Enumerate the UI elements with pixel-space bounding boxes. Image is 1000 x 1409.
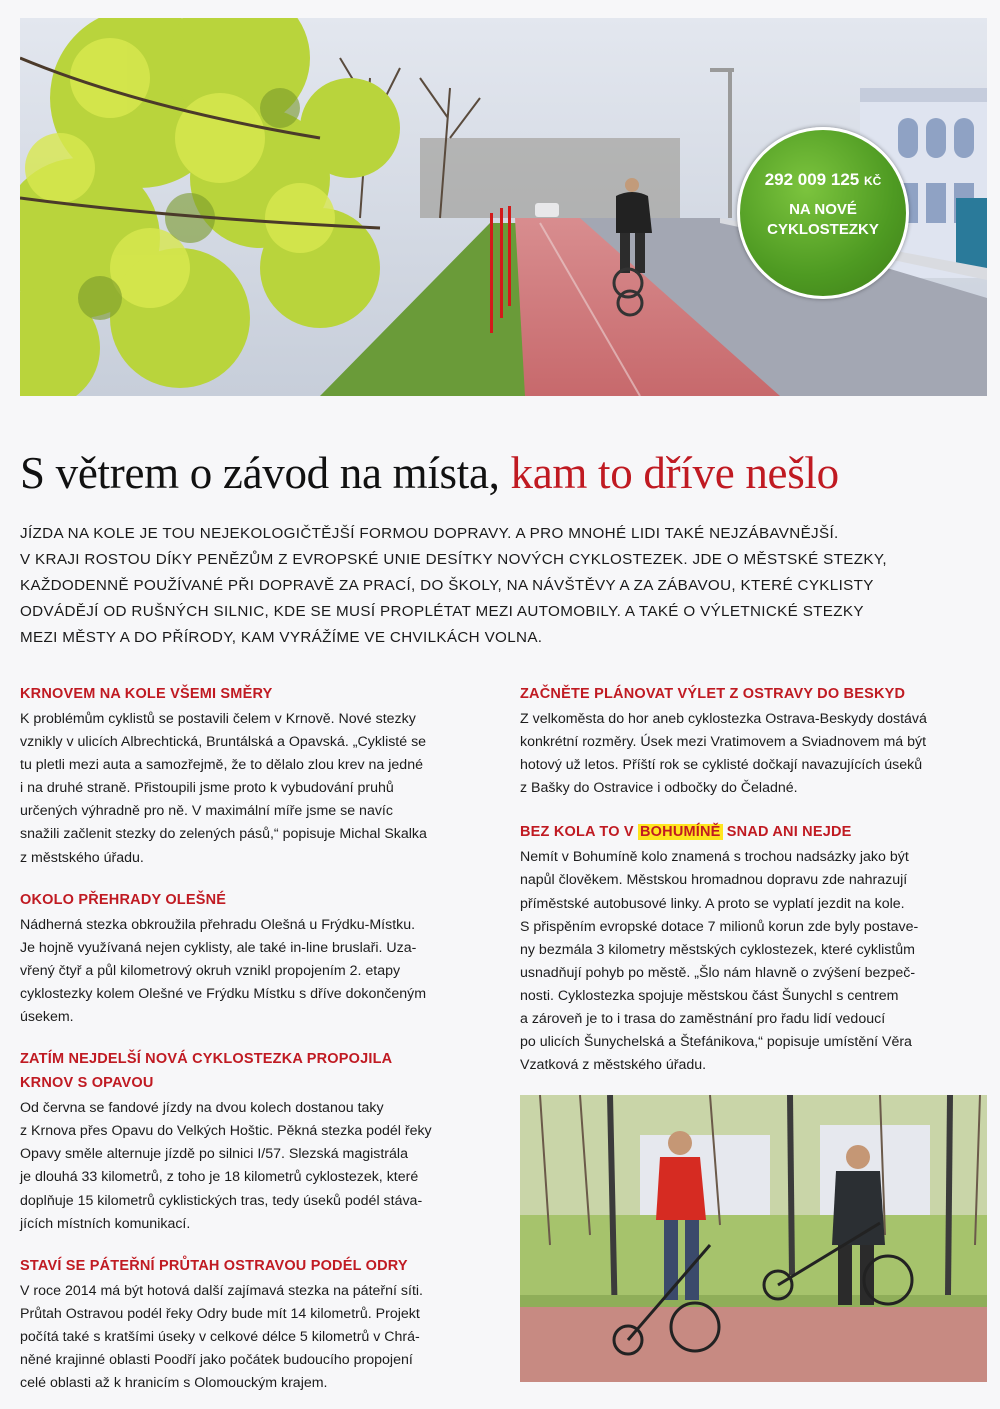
budget-caption-line1: NA NOVÉ (789, 201, 857, 218)
lead-line: ODVÁDĚJÍ OD RUŠNÝCH SILNIC, KDE SE MUSÍ PROPLÉTAT MEZI AUTOMOBILY. A TAKÉ O VÝLETNICKÉ STEZKY (20, 603, 864, 620)
body-line: ny bezmála 3 kilometry městských cyklostezek, které cyklistům (520, 941, 915, 958)
body-line: z Bašky do Ostravice i odbočky do Čeladné. (520, 780, 798, 797)
two-men-on-kickbikes-illustration (520, 1095, 987, 1382)
body-line: Opavy směle alternuje jízdě po silnici I/57. Slezská magistrála (20, 1146, 408, 1163)
section-heading: KRNOVEM NA KOLE VŠEMI SMĚRY (20, 686, 273, 702)
body-line: je dlouhá 33 kilometrů, z toho je 18 kilometrů cyklostezek, které (20, 1169, 419, 1186)
body-line: určených výhradně pro ně. V maximální míře jsme se navíc (20, 803, 393, 820)
body-line: tu pletli mezi auta a samozřejmě, že to dělalo zlou krev na jedné (20, 757, 423, 774)
highlighted-word: BOHUMÍNĚ (640, 824, 721, 841)
body-line: jících místních komunikací. (20, 1215, 191, 1232)
lead-paragraph (20, 521, 980, 651)
section-heading: ZATÍM NEJDELŠÍ NOVÁ CYKLOSTEZKA PROPOJILA (20, 1051, 393, 1068)
section-heading: OKOLO PŘEHRADY OLEŠNÉ (20, 891, 227, 908)
right-column (520, 682, 990, 1091)
body-line: Průtah Ostravou podél řeky Odry bude mít 14 kilometrů. Projekt (20, 1305, 420, 1322)
body-line: vznikly v ulicích Albrechtická, Bruntálská a Opavská. „Cyklisté se (20, 734, 427, 751)
body-line: z městského úřadu. (20, 849, 144, 866)
section-krnov-opava (20, 1047, 490, 1236)
body-line: snažili začlenit stezky do zelených pásů,“ popisuje Michal Skalka (20, 826, 427, 843)
body-line: Z velkoměsta do hor aneb cyklostezka Ostrava-Beskydy dostává (520, 711, 927, 727)
body-line: Je hojně využívaná nejen cyklisty, ale také in-line bruslaři. Uza- (20, 939, 417, 956)
heading-text: BEZ KOLA TO V (520, 824, 638, 841)
lead-line: V KRAJI ROSTOU DÍKY PENĚZŮM Z EVROPSKÉ UNIE DESÍTKY NOVÝCH CYKLOSTEZEK. JDE O MĚSTSKÉ STEZKY, (20, 551, 887, 568)
body-line: po ulicích Šunychelská a Štefánikova,“ popisuje umístění Věra (520, 1034, 912, 1051)
budget-currency: KČ (863, 174, 882, 188)
section-ostrava-odra (20, 1254, 490, 1395)
body-line: Od června se fandové jízdy na dvou kolech dostanou taky (20, 1100, 384, 1117)
lead-line: JÍZDA NA KOLE JE TOU NEJEKOLOGIČTĚJŠÍ FORMOU DOPRAVY. A PRO MNOHÉ LIDI TAKÉ NEJZÁBAVNĚJŠÍ. (20, 525, 839, 542)
body-line: hotový už letos. Příští rok se cyklisté dočkají navazujících úseků (520, 757, 923, 774)
body-line: vřený čtyř a půl kilometrový okruh vznikl propojením 2. etapy (20, 962, 401, 979)
budget-badge (737, 127, 909, 299)
section-heading-line2: KRNOV S OPAVOU (20, 1075, 154, 1092)
body-line: Nádherná stezka obkroužila přehradu Olešná u Frýdku-Místku. (20, 916, 416, 933)
body-line: K problémům cyklistů se postavili čelem v Krnově. Nové stezky (20, 711, 416, 727)
body-line: příměstské autobusové linky. A proto se vyplatí jezdit na kole. (520, 895, 905, 912)
body-line: celé oblasti až k hranicím s Olomouckým krajem. (20, 1375, 328, 1392)
body-line: doplňuje 15 kilometrů cyklistických tras, tedy úseků podél stáva- (20, 1192, 423, 1209)
section-heading (520, 820, 990, 844)
lead-line: KAŽDODENNĚ POUŽÍVANÉ PŘI DOPRAVĚ ZA PRACÍ, DO ŠKOLY, NA NÁVŠTĚVY A ZA ZÁBAVOU, KTERÉ CYKLISTY (20, 577, 874, 594)
body-line: počítá také s kratšími úseky v celkové délce 5 kilometrů v Chrá- (20, 1328, 420, 1345)
budget-caption-line2: CYKLOSTEZKY (767, 221, 879, 238)
section-heading: STAVÍ SE PÁTEŘNÍ PRŮTAH OSTRAVOU PODÉL ODRY (20, 1257, 408, 1274)
body-line: konkrétní rozměry. Úsek mezi Vratimovem a Sviadnovem má být (520, 734, 927, 751)
heading-text: SNAD ANI NEJDE (722, 824, 852, 841)
body-line: cyklostezky kolem Olešné ve Frýdku Místku s dříve dokončeným (20, 985, 427, 1002)
section-krnov (20, 682, 490, 870)
headline-red-part: kam to dříve nešlo (510, 448, 839, 498)
body-line: i na druhé straně. Přistoupili jsme proto k vybudování pruhů (20, 780, 394, 797)
body-line: Nemít v Bohumíně kolo znamená s trochou nadsázky jako být (520, 849, 909, 866)
body-line: a zároveň je to i trasa do zaměstnání pro řadu lidí vedoucí (520, 1011, 886, 1028)
article-headline (20, 447, 990, 499)
body-line: S přispěním evropské dotace 7 milionů korun zde byly postave- (520, 918, 919, 935)
budget-amount-value: 292 009 125 (764, 170, 860, 189)
body-line: z Krnova přes Opavu do Velkých Hoštic. Pěkná stezka podél řeky (20, 1123, 432, 1140)
section-bohumin (520, 820, 990, 1077)
section-beskydy (520, 682, 990, 800)
body-line: napůl člověkem. Městskou hromadnou dopravu zde nahrazují (520, 872, 908, 889)
body-line: usnadňují pohyb po městě. „Šlo nám hlavně o zvýšení bezpeč- (520, 964, 916, 981)
body-line: nosti. Cyklostezka spojuje městskou část Šunychl s centrem (520, 987, 899, 1004)
body-line: Vzatková z městského úřadu. (520, 1057, 707, 1074)
section-olesna (20, 888, 490, 1029)
kickbike-photo (520, 1095, 987, 1382)
left-column (20, 682, 490, 1409)
section-heading: ZAČNĚTE PLÁNOVAT VÝLET Z OSTRAVY DO BESKYD (520, 686, 906, 702)
lead-line: MEZI MĚSTY A DO PŘÍRODY, KAM VYRÁŽÍME VE CHVILKÁCH VOLNA. (20, 629, 543, 646)
headline-black-part: S větrem o závod na místa, (20, 448, 511, 498)
hero-photo (20, 18, 987, 396)
budget-amount (740, 170, 906, 190)
body-line: úsekem. (20, 1009, 74, 1026)
body-line: V roce 2014 má být hotová další zajímavá stezka na páteřní síti. (20, 1282, 423, 1299)
body-line: něné krajinné oblasti Poodří jako počátek budoucího propojení (20, 1351, 413, 1368)
